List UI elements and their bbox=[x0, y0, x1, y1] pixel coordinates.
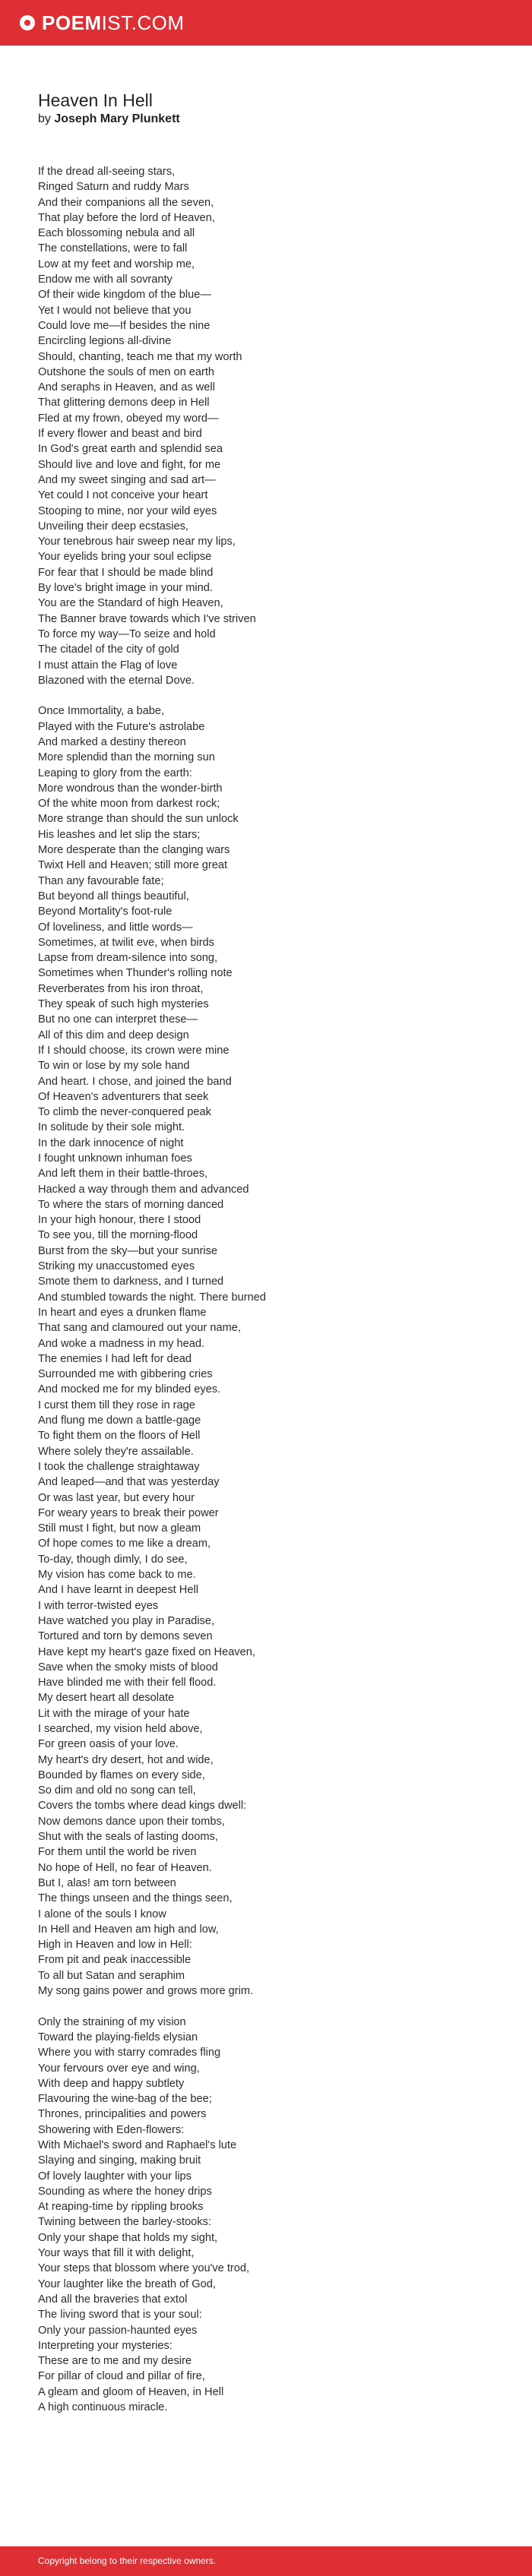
poem-line: For green oasis of your love. bbox=[38, 1738, 179, 1751]
poem-line: Have blinded me with their fell flood. bbox=[38, 1677, 217, 1689]
poem-title: Heaven In Hell bbox=[38, 90, 153, 110]
poem-line: Twixt Hell and Heaven; still more great bbox=[38, 859, 228, 872]
logo-light-text: IST.COM bbox=[101, 11, 185, 34]
poem-line: Lapse from dream-silence into song, bbox=[38, 952, 218, 965]
poem-line: The enemies I had left for dead bbox=[38, 1352, 192, 1365]
poem-line: If every flower and beast and bird bbox=[38, 428, 202, 441]
poem-line: Sometimes when Thunder's rolling note bbox=[38, 967, 233, 980]
poem-line: Interpreting your mysteries: bbox=[38, 2339, 173, 2352]
poemist-logo-icon bbox=[20, 15, 35, 30]
poem-line: Each blossoming nebula and all bbox=[38, 227, 195, 240]
poem-line: To where the stars of morning danced bbox=[38, 1198, 224, 1211]
poem-line: Your ways that fill it with delight, bbox=[38, 2247, 195, 2260]
poem-line: Yet I would not believe that you bbox=[38, 304, 192, 317]
poem-line: The constellations, were to fall bbox=[38, 242, 188, 255]
poem-line: Stooping to mine, nor your wild eyes bbox=[38, 504, 217, 517]
poem-line: More wondrous than the wonder-birth bbox=[38, 782, 223, 795]
poem-line: I with terror-twisted eyes bbox=[38, 1599, 159, 1612]
poem-line: From pit and peak inaccessible bbox=[38, 1954, 192, 1967]
poem-line: My desert heart all desolate bbox=[38, 1692, 175, 1705]
poem-line: Low at my feet and worship me, bbox=[38, 258, 195, 270]
poem-line: For fear that I should be made blind bbox=[38, 566, 214, 579]
poem-line: Of hope comes to me like a dream, bbox=[38, 1538, 211, 1550]
poem-line: For them until the world be riven bbox=[38, 1846, 197, 1859]
poem-line: My song gains power and grows more grim. bbox=[38, 1985, 254, 1998]
copyright-text: Copyright belong to their respective owners. bbox=[38, 2555, 217, 2566]
poem-line: And stumbled towards the night. There burned bbox=[38, 1291, 266, 1304]
poem-line: Only your passion-haunted eyes bbox=[38, 2324, 198, 2337]
poem-line: The living sword that is your soul: bbox=[38, 2309, 202, 2322]
poem-line: They speak of such high mysteries bbox=[38, 998, 209, 1011]
poem-line: Your eyelids bring your soul eclipse bbox=[38, 551, 212, 564]
poem-line: Encircling legions all-divine bbox=[38, 335, 172, 348]
poem-line: Your laughter like the breath of God, bbox=[38, 2277, 216, 2290]
poem-line: I searched, my vision held above, bbox=[38, 1722, 203, 1735]
poem-line: In your high honour, there I stood bbox=[38, 1214, 201, 1227]
poem-line: You are the Standard of high Heaven, bbox=[38, 597, 223, 610]
poem-line: For pillar of cloud and pillar of fire, bbox=[38, 2370, 205, 2383]
poem-line: Burst from the sky—but your sunrise bbox=[38, 1244, 218, 1257]
poem-line: Slaying and singing, making bruit bbox=[38, 2154, 201, 2167]
poem-line: Showering with Eden-flowers: bbox=[38, 2123, 185, 2136]
byline bbox=[38, 111, 180, 128]
poem-line: His leashes and let slip the stars; bbox=[38, 828, 201, 841]
poem-line: And mocked me for my blinded eyes. bbox=[38, 1383, 221, 1396]
site-header bbox=[0, 0, 532, 46]
poem-line: More desperate than the clanging wars bbox=[38, 844, 230, 857]
poem-line: Still must I fight, but now a gleam bbox=[38, 1522, 201, 1535]
author-name: Joseph Mary Plunkett bbox=[54, 112, 180, 125]
poem-line: I must attain the Flag of love bbox=[38, 659, 178, 672]
poem-line: Yet could I not conceive your heart bbox=[38, 489, 208, 502]
poem-line: And left them in their battle-throes, bbox=[38, 1168, 208, 1181]
poem-line: To climb the never-conquered peak bbox=[38, 1106, 211, 1119]
poem-line: Shut with the seals of lasting dooms, bbox=[38, 1831, 218, 1844]
logo-bold-text: POEM bbox=[42, 11, 102, 34]
poem-line: Once Immortality, a babe, bbox=[38, 705, 165, 718]
stanza-break bbox=[38, 688, 509, 703]
poem-line: More strange than should the sun unlock bbox=[38, 813, 239, 826]
poem-line: Of lovely laughter with your lips bbox=[38, 2170, 192, 2182]
site-footer bbox=[0, 2546, 532, 2576]
poem-line: Outshone the souls of men on earth bbox=[38, 365, 215, 378]
poem-line: Striking my unaccustomed eyes bbox=[38, 1260, 195, 1273]
poem-line: I curst them till they rose in rage bbox=[38, 1399, 195, 1411]
poem-line: I took the challenge straightaway bbox=[38, 1460, 200, 1473]
poem-line: That sang and clamoured out your name, bbox=[38, 1322, 241, 1335]
poem-line: To see you, till the morning-flood bbox=[38, 1229, 198, 1242]
poem-line: In solitude by their sole might. bbox=[38, 1121, 185, 1134]
poem-line: To win or lose by my sole hand bbox=[38, 1060, 190, 1073]
poem-line: Your tenebrous hair sweep near my lips, bbox=[38, 536, 236, 548]
poem-line: These are to me and my desire bbox=[38, 2355, 192, 2368]
poem-line: Only your shape that holds my sight, bbox=[38, 2231, 218, 2244]
poem-line: More splendid than the morning sun bbox=[38, 751, 215, 764]
by-label: by bbox=[38, 112, 55, 125]
poem-line: Sometimes, at twilit eve, when birds bbox=[38, 936, 214, 949]
poem-line: Where you with starry comrades fling bbox=[38, 2047, 221, 2059]
poem-line: Your steps that blossom where you've trod, bbox=[38, 2262, 250, 2275]
poem-line: And leaped—and that was yesterday bbox=[38, 1476, 220, 1489]
poem-line: Endow me with all sovranty bbox=[38, 273, 173, 286]
poem-line: Or was last year, but every hour bbox=[38, 1491, 195, 1504]
poem-line: But beyond all things beautiful, bbox=[38, 890, 189, 902]
poem-line: Covers the tombs where dead kings dwell: bbox=[38, 1800, 247, 1813]
poem-line: Played with the Future's astrolabe bbox=[38, 720, 205, 733]
poem-line: High in Heaven and low in Hell: bbox=[38, 1939, 192, 1952]
poem-line: Only the straining of my vision bbox=[38, 2015, 186, 2028]
poem-line: So dim and old no song can tell, bbox=[38, 1784, 196, 1797]
poem-line: And seraphs in Heaven, and as well bbox=[38, 381, 215, 394]
poem-line: And marked a destiny thereon bbox=[38, 735, 186, 748]
poem-line: My heart's dry desert, hot and wide, bbox=[38, 1753, 214, 1766]
poem-line: My vision has come back to me. bbox=[38, 1569, 196, 1582]
poem-line: Bounded by flames on every side, bbox=[38, 1768, 205, 1781]
poem-line: Should live and love and fight, for me bbox=[38, 458, 221, 471]
poem-line: With Michael's sword and Raphael's lute bbox=[38, 2139, 237, 2151]
poem-line: No hope of Hell, no fear of Heaven. bbox=[38, 1861, 212, 1874]
poem-line: Hacked a way through them and advanced bbox=[38, 1183, 249, 1196]
poem-line: I alone of the souls I know bbox=[38, 1908, 166, 1920]
poem-line: To fight them on the floors of Hell bbox=[38, 1430, 201, 1443]
poem-line: Where solely they're assailable. bbox=[38, 1445, 194, 1458]
poem-line: But no one can interpret these— bbox=[38, 1013, 198, 1026]
logo-text bbox=[42, 11, 185, 35]
poem-line: Of their wide kingdom of the blue— bbox=[38, 289, 211, 302]
poem-line: Could love me—If besides the nine bbox=[38, 319, 211, 332]
poem-line: Blazoned with the eternal Dove. bbox=[38, 674, 195, 687]
poem-line: Unveiling their deep ecstasies, bbox=[38, 520, 188, 533]
site-logo[interactable] bbox=[20, 11, 185, 35]
poem-line: Save when the smoky mists of blood bbox=[38, 1661, 218, 1674]
poem-line: Tortured and torn by demons seven bbox=[38, 1630, 213, 1643]
poem-line: The Banner brave towards which I've striven bbox=[38, 612, 256, 625]
poem-line: Beyond Mortality's foot-rule bbox=[38, 906, 173, 918]
poem-line: That play before the lord of Heaven, bbox=[38, 211, 215, 224]
poem-line: Sounding as where the honey drips bbox=[38, 2185, 212, 2198]
poem-line: Lit with the mirage of your hate bbox=[38, 1707, 190, 1720]
poem-line: At reaping-time by rippling brooks bbox=[38, 2201, 204, 2214]
poem-line: And their companions all the seven, bbox=[38, 196, 214, 209]
poem-line: The citadel of the city of gold bbox=[38, 643, 179, 656]
poem-line: That glittering demons deep in Hell bbox=[38, 397, 210, 409]
poem-line: And flung me down a battle-gage bbox=[38, 1414, 201, 1427]
poem-line: Surrounded me with gibbering cries bbox=[38, 1368, 213, 1381]
poem-line: A gleam and gloom of Heaven, in Hell bbox=[38, 2385, 224, 2398]
poem-line: Your fervours over eye and wing, bbox=[38, 2062, 200, 2075]
poem-line: For weary years to break their power bbox=[38, 1506, 219, 1519]
poem-line: By love's bright image in your mind. bbox=[38, 582, 213, 595]
poem-line: I fought unknown inhuman foes bbox=[38, 1152, 192, 1165]
poem-line: If I should choose, its crown were mine bbox=[38, 1044, 230, 1057]
poem-line: In heart and eyes a drunken flame bbox=[38, 1306, 207, 1319]
poem-line: If the dread all-seeing stars, bbox=[38, 166, 176, 178]
poem-line: Flavouring the wine-bag of the bee; bbox=[38, 2093, 212, 2106]
poem-line: To-day, though dimly, I do see, bbox=[38, 1553, 188, 1566]
poem-line: Leaping to glory from the earth: bbox=[38, 766, 192, 779]
poem-line: Smote them to darkness, and I turned bbox=[38, 1275, 224, 1288]
poem-line: And my sweet singing and sad art— bbox=[38, 473, 216, 486]
poem-line: Have kept my heart's gaze fixed on Heaven, bbox=[38, 1645, 255, 1658]
poem-body bbox=[38, 164, 509, 2415]
poem-line: And woke a madness in my head. bbox=[38, 1337, 205, 1350]
poem-line: A high continuous miracle. bbox=[38, 2401, 168, 2414]
poem-line: The things unseen and the things seen, bbox=[38, 1892, 233, 1905]
poem-line: Than any favourable fate; bbox=[38, 874, 164, 887]
poem-line: Twining between the barley-stooks: bbox=[38, 2216, 211, 2229]
poem-line: Ringed Saturn and ruddy Mars bbox=[38, 181, 189, 194]
poem-line: Thrones, principalities and powers bbox=[38, 2108, 207, 2121]
poem-line: In the dark innocence of night bbox=[38, 1136, 184, 1149]
poem-line: And heart. I chose, and joined the band bbox=[38, 1075, 232, 1088]
poem-line: Of Heaven's adventurers that seek bbox=[38, 1090, 209, 1103]
poem-line: Of the white moon from darkest rock; bbox=[38, 798, 220, 811]
poem-line: With deep and happy subtlety bbox=[38, 2077, 185, 2090]
poem-line: But I, alas! am torn between bbox=[38, 1876, 176, 1889]
poem-line: And I have learnt in deepest Hell bbox=[38, 1584, 198, 1597]
poem-line: To force my way—To seize and hold bbox=[38, 627, 216, 640]
poem-line: Of loveliness, and little words— bbox=[38, 921, 193, 934]
poem-line: Now demons dance upon their tombs, bbox=[38, 1815, 225, 1828]
poem-line: All of this dim and deep design bbox=[38, 1029, 189, 1041]
poem-line: Toward the playing-fields elysian bbox=[38, 2031, 198, 2043]
poem-line: Should, chanting, teach me that my worth bbox=[38, 350, 242, 363]
poem-line: To all but Satan and seraphim bbox=[38, 1969, 185, 1982]
poem-line: And all the braveries that extol bbox=[38, 2293, 188, 2306]
poem-line: In God's great earth and splendid sea bbox=[38, 443, 223, 456]
poem-line: In Hell and Heaven am high and low, bbox=[38, 1923, 219, 1936]
poem-line: Have watched you play in Paradise, bbox=[38, 1614, 215, 1627]
poem-line: Reverberates from his iron throat, bbox=[38, 982, 204, 995]
poem-line: Fled at my frown, obeyed my word— bbox=[38, 412, 219, 425]
stanza-break bbox=[38, 1999, 509, 2014]
